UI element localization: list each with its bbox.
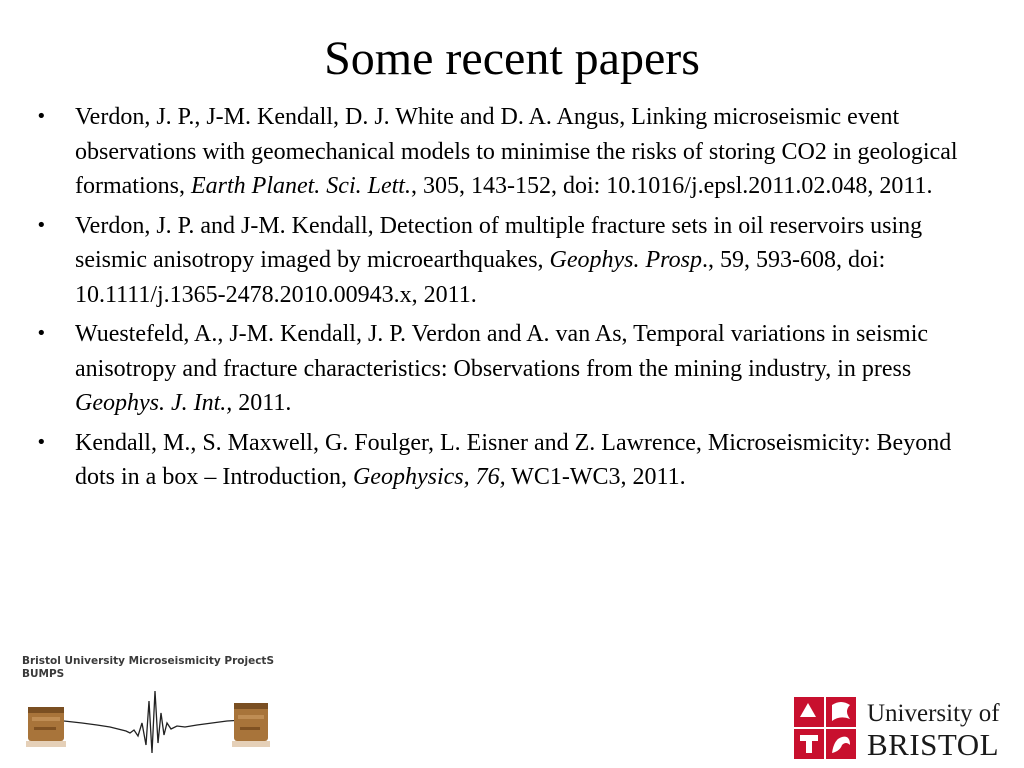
bullet-icon: • (36, 431, 47, 453)
reference-text: Verdon, J. P., J-M. Kendall, D. J. White and D. A. Angus, Linking microseismic event observations with geomechanical models to minimise the risks of storing CO2 in geological formations, (75, 104, 958, 199)
journal-name: Geophys. J. Int., (75, 390, 233, 416)
bumps-logo (22, 655, 292, 760)
reference-list (30, 100, 995, 500)
journal-name: Geophys. Prosp (549, 247, 702, 273)
reference-details: , 305, 143-152, doi: 10.1016/j.epsl.2011.02.048, 2011. (410, 173, 933, 199)
university-label: University of (867, 700, 1000, 727)
reference-text: Kendall, M., S. Maxwell, G. Foulger, L. Eisner and Z. Lawrence, Microseismicity: Beyond dots in a box – Introduction, (75, 429, 952, 490)
reference-details: WC1-WC3, 2011. (505, 464, 686, 490)
rock-core-icon-right (232, 703, 270, 747)
bumps-project-name: Bristol University Microseismicity ProjectS (22, 655, 275, 667)
reference-details: 2011. (232, 390, 292, 416)
journal-name: Geophysics, 76, (352, 464, 506, 490)
bristol-label: BRISTOL (867, 727, 1000, 762)
bumps-acronym: BUMPS (22, 668, 65, 680)
reference-item (30, 426, 995, 495)
seismogram-icon (22, 683, 292, 761)
reference-text: Verdon, J. P. and J-M. Kendall, Detection of multiple fracture sets in oil reservoirs using seismic anisotropy imaged by microearthquakes, (75, 212, 923, 273)
bullet-icon: • (36, 323, 47, 344)
bristol-crest-icon (792, 695, 860, 763)
bullet-icon: • (36, 106, 47, 127)
bullet-icon: • (36, 214, 47, 236)
reference-item (30, 317, 995, 421)
reference-item (30, 100, 995, 204)
reference-details: ., 59, 593-608, doi: 10.1111/j.1365-2478.2010.00943.x, 2011. (75, 247, 886, 308)
reference-text: Wuestefeld, A., J-M. Kendall, J. P. Verdon and A. van As, Temporal variations in seismic anisotropy and fracture characteristics: Observations from the mining industry, in press (75, 321, 929, 382)
reference-item (30, 209, 995, 313)
rock-core-icon-left (26, 707, 66, 747)
university-of-bristol-logo (792, 695, 1017, 765)
journal-name: Earth Planet. Sci. Lett. (190, 173, 411, 199)
slide-title: Some recent papers (324, 32, 700, 85)
